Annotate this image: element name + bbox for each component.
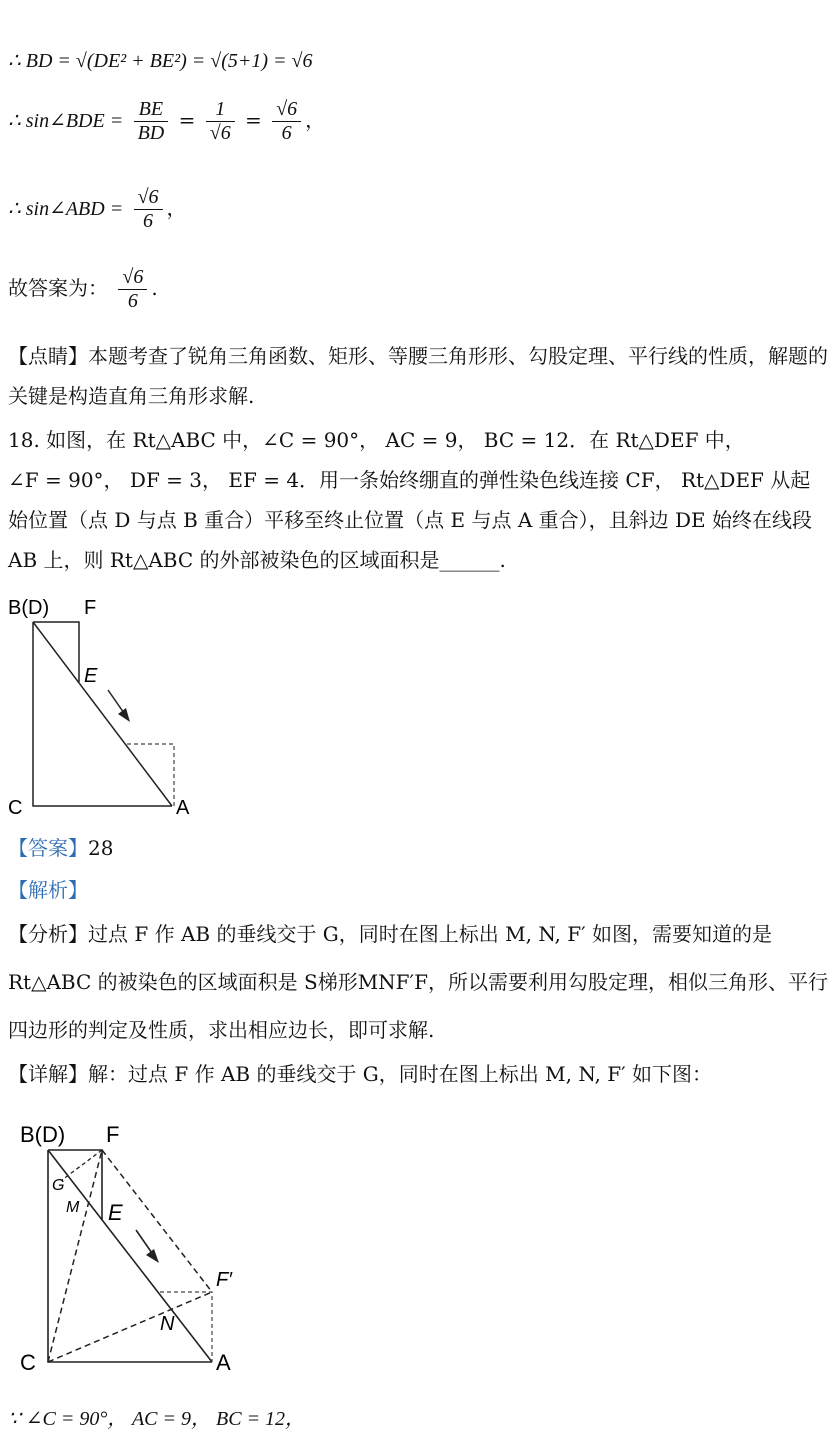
label-m: M <box>66 1199 80 1216</box>
numerator: √6 <box>134 186 163 210</box>
equation-sin-bde: ∴ sin∠BDE = $\frac{BE}{BD}$ = $\frac{1}{√6}$ = $\frac{√6}{6}$ ， <box>8 98 326 144</box>
fenxi-line: 【分析】过点 F 作 AB 的垂线交于 G，同时在图上标出 M, N, F′ 如图，需要知道的是 <box>8 922 773 946</box>
hypotenuse-ab <box>48 1150 212 1362</box>
label-g: G <box>52 1177 65 1194</box>
denominator: √6 <box>209 122 231 144</box>
question-18 <box>8 420 830 580</box>
fraction <box>134 98 169 145</box>
numerator: √6 <box>272 98 301 122</box>
label-e: E <box>108 1200 123 1225</box>
answer-tag: 【答案】 <box>8 836 88 860</box>
label-bd: B(D) <box>20 1122 66 1147</box>
denominator: 6 <box>281 122 292 144</box>
equation-sin-abd: ∴ sin∠ABD = $\frac{√6}{6}$ ， <box>8 186 187 232</box>
arrow-icon <box>118 708 130 722</box>
equation-prefix: ∴ sin∠ABD = <box>8 198 124 220</box>
answer-value: 28 <box>88 836 114 860</box>
fraction <box>272 98 301 145</box>
jiexi-heading: 【解析】 <box>8 878 88 902</box>
numerator: 1 <box>206 98 235 122</box>
triangle-def-end <box>127 744 174 806</box>
numerator: BE <box>134 98 169 122</box>
figure-1 <box>0 592 210 822</box>
label-f: F <box>84 597 97 619</box>
fraction <box>134 186 163 233</box>
fenxi-line: Rt△ABC 的被染色的区域面积是 S梯形MNF′F，所以需要利用勾股定理，相似三角形、平行 <box>8 970 828 994</box>
question-line: AB 上，则 Rt△ABC 的外部被染色的区域面积是______. <box>8 548 506 572</box>
final-answer-line: 故答案为： $\frac{√6}{6}$ . <box>8 266 158 312</box>
denominator: 6 <box>127 290 138 312</box>
arrow-icon <box>146 1249 159 1263</box>
label-n: N <box>160 1313 175 1335</box>
question-line: ∠F = 90°， DF = 3， EF = 4．用一条始终绷直的弹性染色线连接 CF， Rt△DEF 从起 <box>8 468 811 492</box>
last-line: ∵ ∠C = 90°， AC = 9， BC = 12， <box>8 1408 306 1430</box>
label-f: F <box>106 1122 120 1147</box>
question-line: 18. 如图，在 Rt△ABC 中，∠C = 90°， AC = 9， BC = 12．在 Rt△DEF 中， <box>8 428 745 452</box>
fraction <box>206 98 235 145</box>
equation-prefix: ∴ sin∠BDE = <box>8 110 124 132</box>
dianjing-paragraph: 【点睛】本题考查了锐角三角函数、矩形、等腰三角形形、勾股定理、平行线的性质，解题的关键是构造直角三角形求解. <box>8 344 828 408</box>
fenxi-paragraph <box>8 910 830 1054</box>
answer-prefix: 故答案为： <box>8 276 108 300</box>
denominator: BD <box>137 122 165 144</box>
label-a: A <box>216 1350 231 1375</box>
label-e: E <box>84 665 98 687</box>
label-c: C <box>20 1350 36 1375</box>
fenxi-line: 四边形的判定及性质，求出相应边长，即可求解. <box>8 1018 435 1042</box>
numerator: √6 <box>118 266 147 290</box>
label-bd: B(D) <box>8 597 50 619</box>
label-a: A <box>176 797 190 819</box>
figure-2 <box>0 1118 260 1388</box>
hypotenuse-ab <box>33 622 172 806</box>
line-cf-prime <box>48 1292 212 1362</box>
answer-line <box>8 832 113 861</box>
question-line: 始位置（点 D 与点 B 重合）平移至终止位置（点 E 与点 A 重合），且斜边 DE 始终在线段 <box>8 508 812 532</box>
label-c: C <box>8 797 23 819</box>
label-f-prime: F′ <box>216 1269 232 1291</box>
denominator: 6 <box>143 210 154 232</box>
equation-bd: ∴ BD = √(DE² + BE²) = √(5+1) = √6 <box>8 50 313 72</box>
xiangjie-line: 【详解】解：过点 F 作 AB 的垂线交于 G，同时在图上标出 M, N, F′ 如下图： <box>8 1062 713 1086</box>
fraction <box>118 266 147 313</box>
